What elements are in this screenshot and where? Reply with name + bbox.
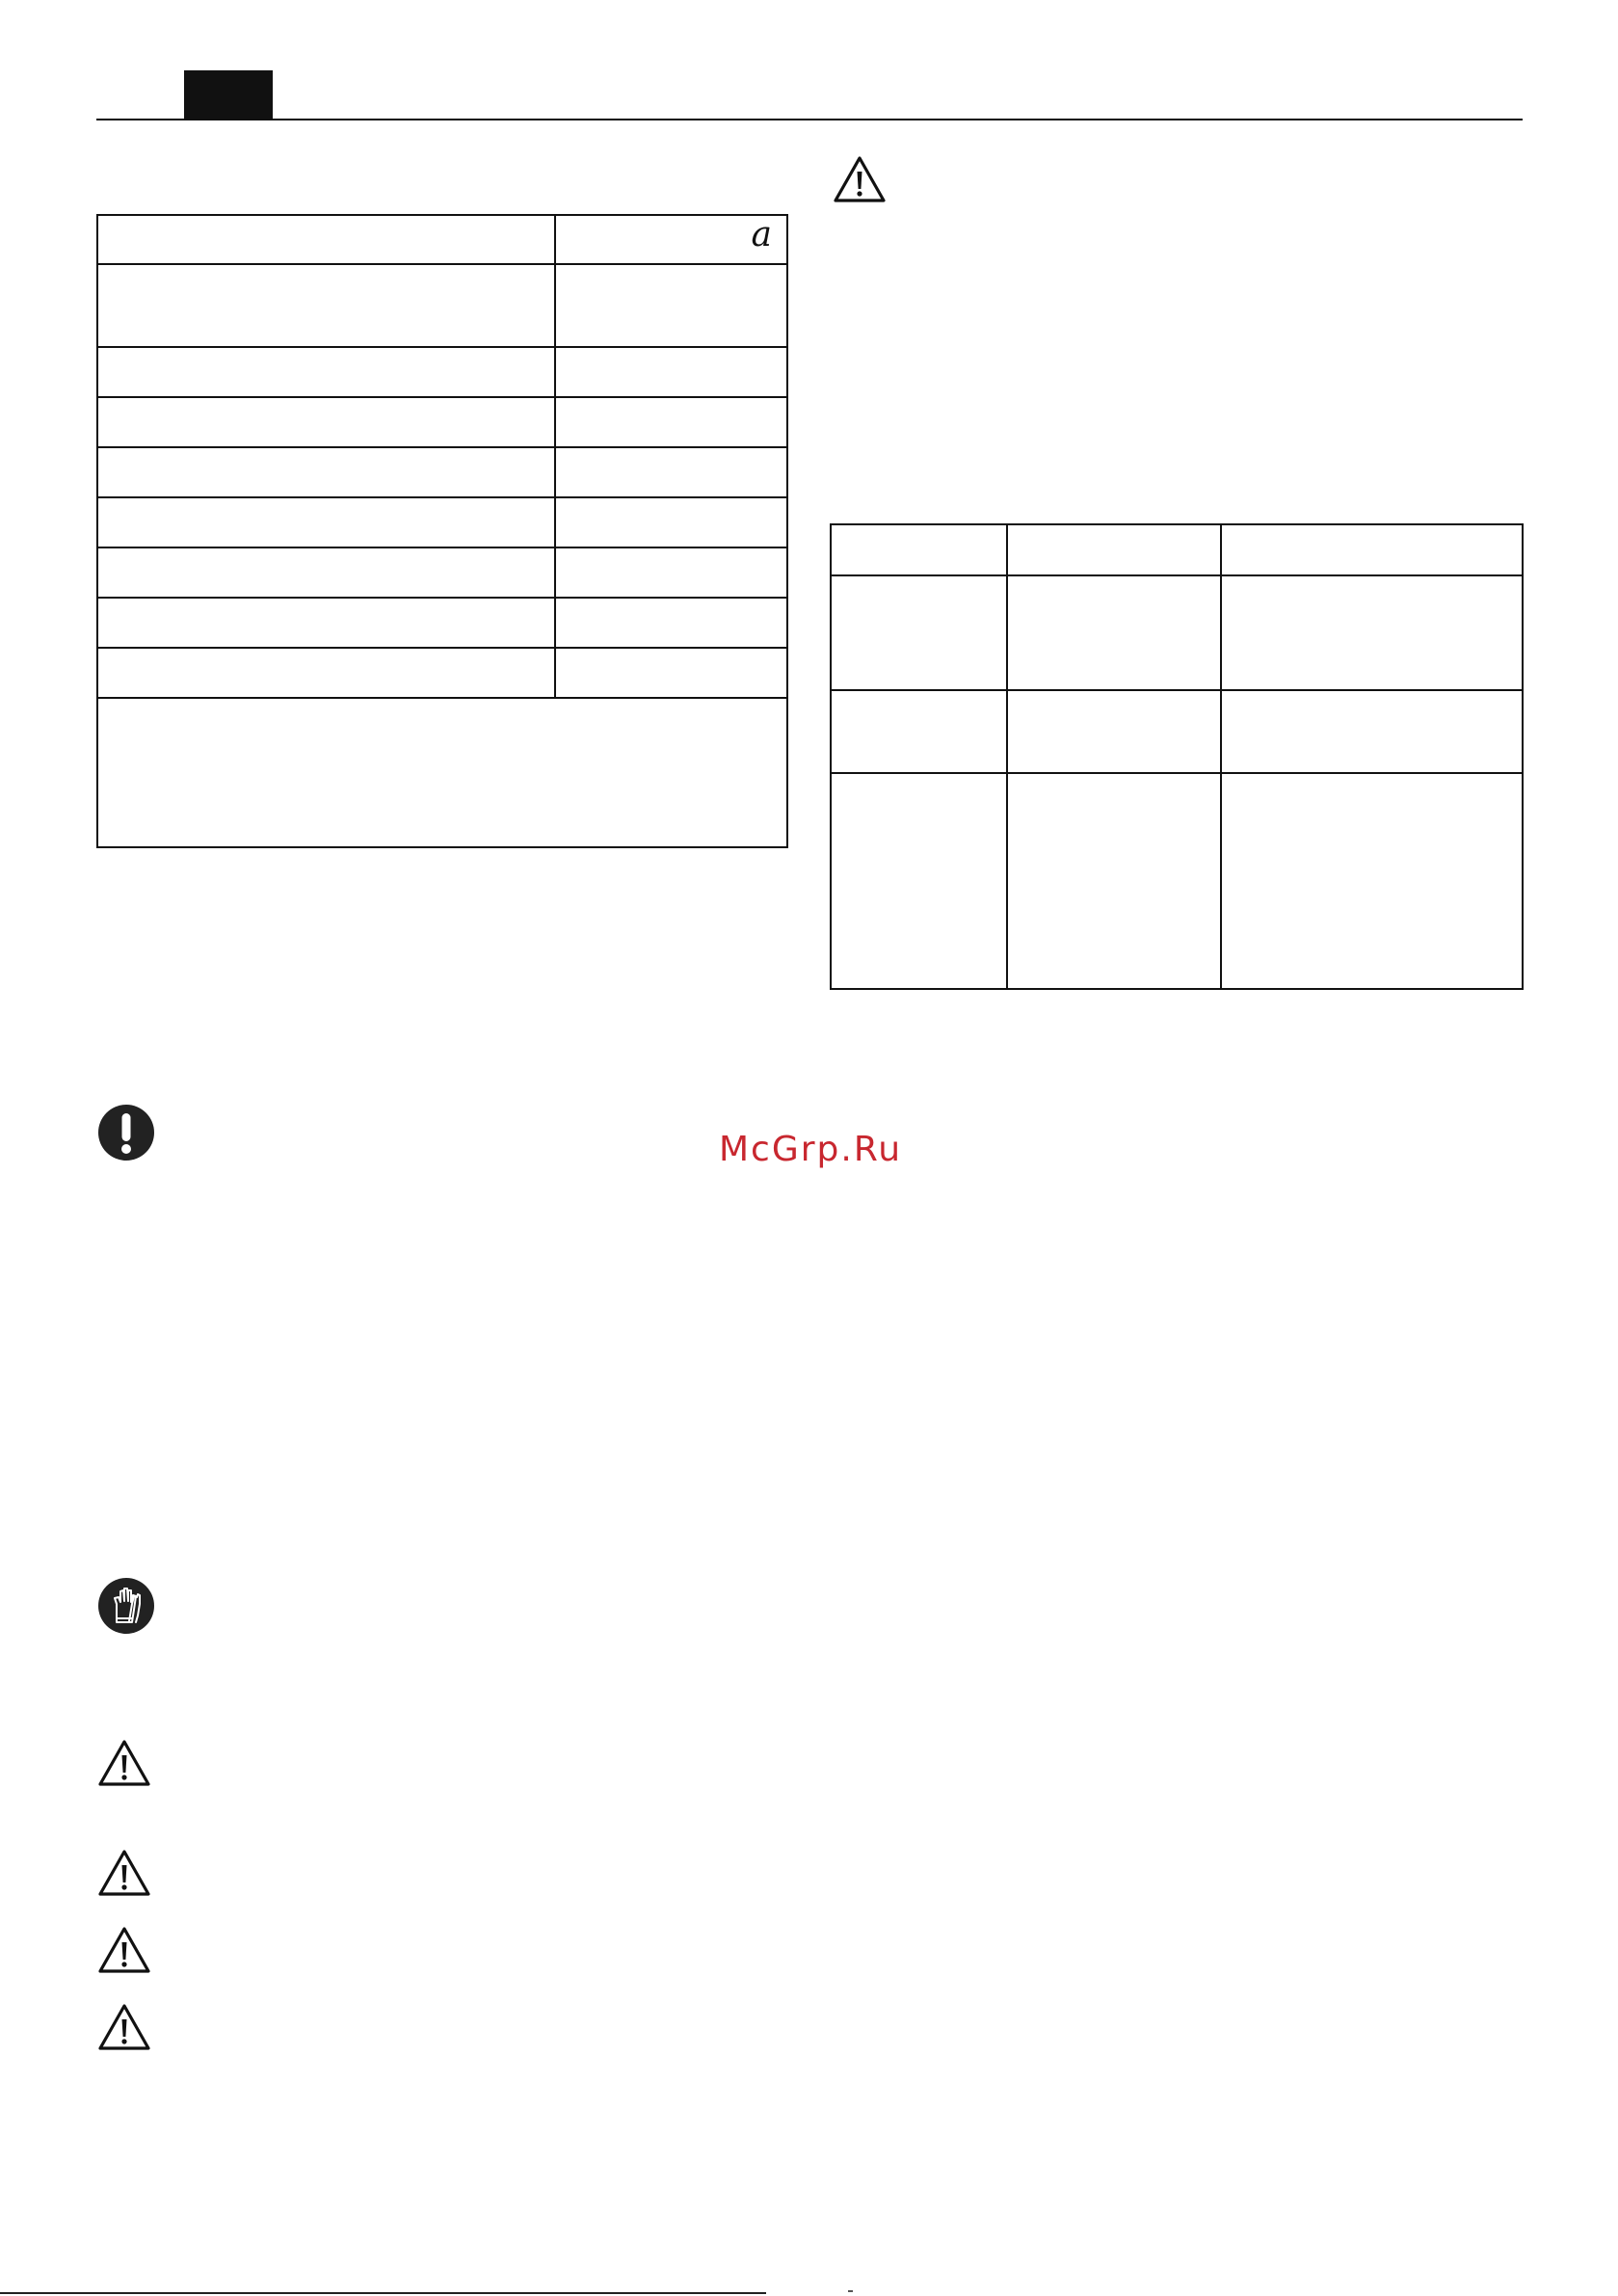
watermark-text: McGrp.Ru [719, 1130, 903, 1169]
header-rule [96, 119, 1523, 120]
header-page-tab [184, 70, 273, 120]
footer-tick [848, 2290, 853, 2292]
warning-triangle-icon [96, 1925, 152, 1975]
warning-triangle-icon [96, 2002, 152, 2052]
mandatory-action-icon [97, 1104, 155, 1161]
table-corner-symbol: a [751, 215, 772, 254]
specification-table [96, 214, 788, 848]
warning-triangle-icon [832, 154, 888, 204]
footer-rule [0, 2292, 766, 2294]
right-data-table [830, 523, 1524, 990]
warning-triangle-icon [96, 1738, 152, 1788]
warning-triangle-icon [96, 1848, 152, 1898]
wear-gloves-icon [97, 1577, 155, 1635]
